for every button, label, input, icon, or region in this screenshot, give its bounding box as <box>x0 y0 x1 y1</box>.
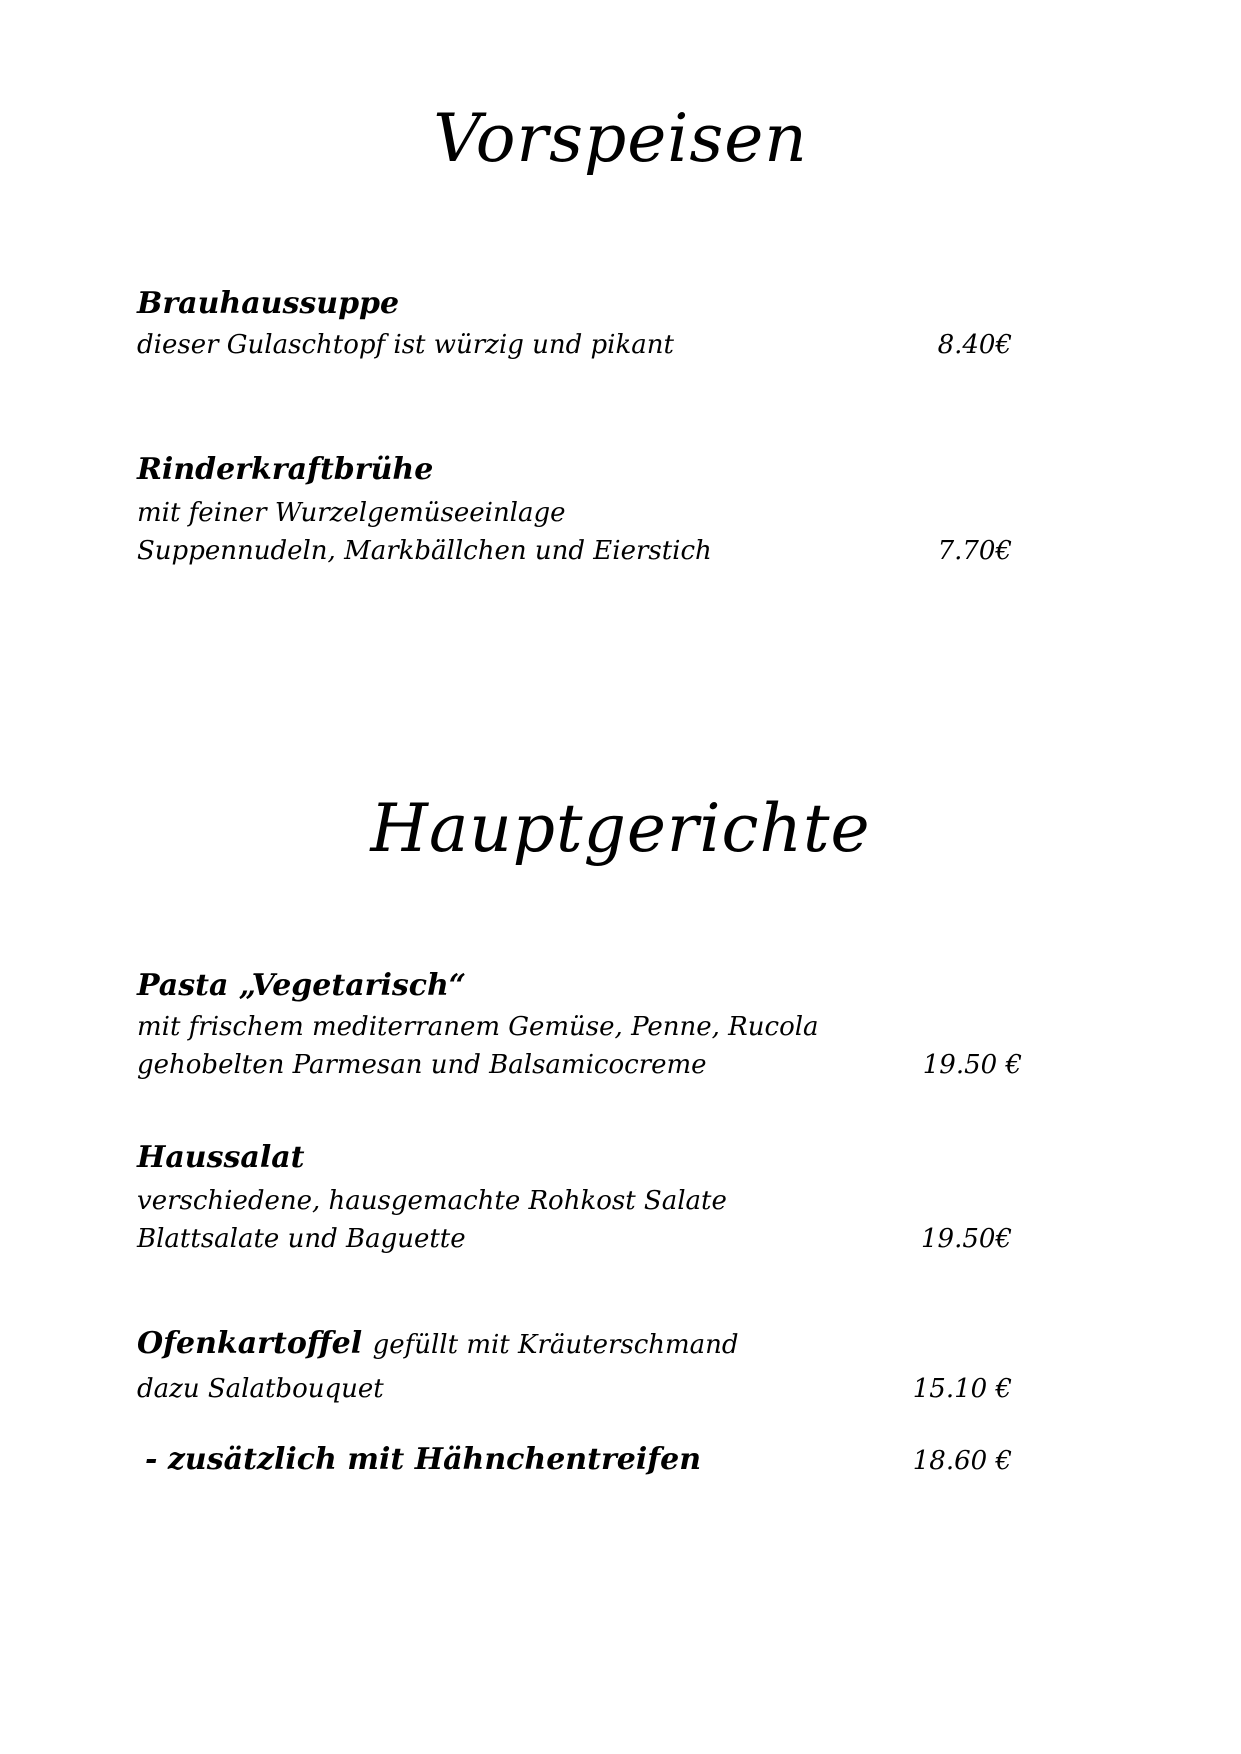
dish-price: 18.60 € <box>912 1446 1012 1476</box>
dish-price: 19.50 € <box>922 1050 1022 1080</box>
dish-description: gehobelten Parmesan und Balsamicocreme <box>137 1050 707 1080</box>
dish-name-suffix: gefüllt mit Kräuterschmand <box>372 1330 739 1360</box>
dish-price: 19.50€ <box>921 1224 1012 1254</box>
dish-description: dazu Salatbouquet <box>137 1374 384 1404</box>
dish-description: dieser Gulaschtopf ist würzig und pikant <box>137 330 674 360</box>
section-heading-vorspeisen: Vorspeisen <box>433 100 808 177</box>
section-heading-hauptgerichte: Hauptgerichte <box>370 790 871 867</box>
dish-name-row <box>137 1326 739 1361</box>
dish-description: mit frischem mediterranem Gemüse, Penne, Rucola <box>137 1012 819 1042</box>
dish-description: Suppennudeln, Markbällchen und Eierstich <box>137 536 712 566</box>
dish-description: Blattsalate und Baguette <box>137 1224 466 1254</box>
dish-price: 8.40€ <box>937 330 1012 360</box>
dish-description: verschiedene, hausgemachte Rohkost Salate <box>137 1186 727 1216</box>
dish-extra-option: - zusätzlich mit Hähnchentreifen <box>145 1442 702 1477</box>
dish-name: Rinderkraftbrühe <box>137 452 434 487</box>
dish-price: 7.70€ <box>937 536 1012 566</box>
dish-name: Brauhaussuppe <box>137 286 400 321</box>
dish-name: Ofenkartoffel <box>137 1326 363 1361</box>
dish-description: mit feiner Wurzelgemüseeinlage <box>137 498 566 528</box>
dish-price: 15.10 € <box>912 1374 1012 1404</box>
dish-name: Haussalat <box>137 1140 305 1175</box>
dish-name: Pasta „Vegetarisch“ <box>137 968 467 1003</box>
